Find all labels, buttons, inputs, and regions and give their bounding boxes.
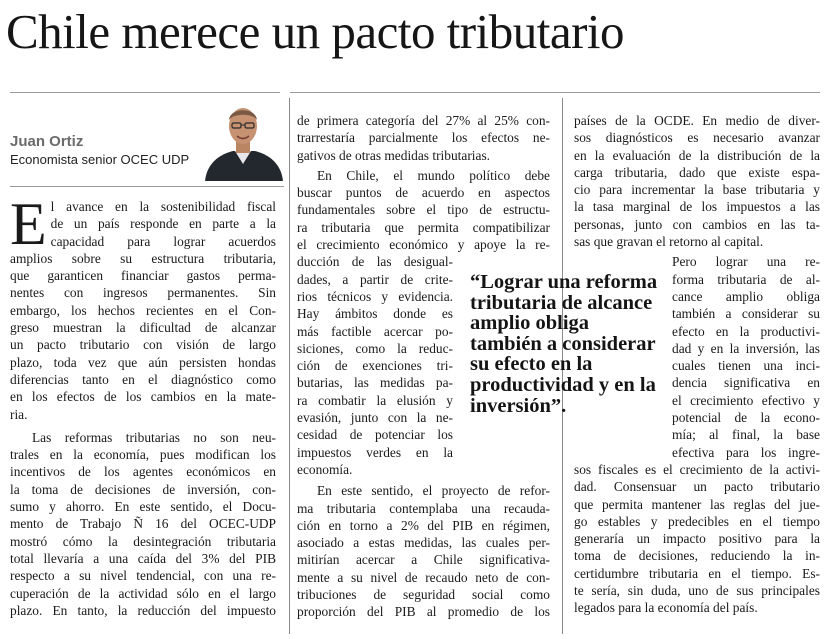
text-line: legados para la economía del país. [574,600,758,616]
headline-rule-left [10,92,280,93]
text-line: de primera categoría del 27% al 25% con- [297,113,550,128]
text-line: cance amplio obliga [672,288,820,304]
text-line: Pero lograr una re- [672,254,820,270]
text-line: de un país responde en parte a la [50,216,276,232]
text-line: efecto en la productivi- [672,323,820,339]
text-line: impuestos verdes en la [297,444,453,460]
text-line: embargo, los hechos recientes en el Con- [10,302,276,318]
text-line: la tasa marginal de los impuestos a las [574,199,820,215]
text-line: un pacto tributario con visión de largo [10,337,276,353]
text-line: más factible acercar po- [297,323,453,339]
text-line: incentivos de los agentes económicos en [10,464,276,480]
paragraph-5 [297,482,550,620]
paragraph-1 [10,191,276,423]
text-line: butarias, las medidas pa- [297,375,453,391]
text-line: en los efectos de los cambios en la mate- [10,389,276,405]
paragraph-2 [10,429,276,619]
text-line: dad y en la inversión, las [672,340,820,356]
author-rule [10,186,284,187]
text-line: ria. [10,406,28,422]
text-line: toma de decisiones, reduciendo la in- [574,548,820,564]
text-line: sas que gravan el retorno al capital. [574,234,764,250]
text-line: forma tributaria de al- [672,271,820,287]
column-3 [574,112,820,617]
author-name: Juan Ortiz [10,133,84,150]
text-line: sumo y ahorro. En este sentido, el Docu- [10,499,276,515]
column-1 [10,191,276,619]
text-line: rios técnicos y evidencia. [297,288,453,304]
text-line: cio para incrementar la base tributaria y [574,182,820,198]
text-line: dades, a partir de crite- [297,271,453,287]
text-line: Hay ámbitos donde es [297,306,453,322]
text-line: fundamentales sobre el tipo de estructu- [297,202,550,218]
text-line: proporción del PIB al promedio de los [297,604,550,620]
text-line: que garanticen financiar gastos perma- [10,268,276,284]
text-line: diferencias tanto en el diagnóstico como [10,371,276,387]
pull-quote: “Lograr una reforma tributaria de alcance amplio obliga también a considerar su efecto en la productividad y en la inversión”. [470,271,658,417]
text-line: sos diagnósticos es necesario avanzar [574,130,820,146]
text-line: efectiva para los ingre- [672,444,820,460]
text-line: la toma de decisiones de inversión, con- [10,481,276,497]
text-line: ción en torno a 2% del PIB en régimen, [297,517,550,533]
text-line: plazo, toda vez que aún persisten hondas [10,354,276,370]
text-line: ducción de las desigual- [297,254,453,270]
text-line: siciones, como la reduc- [297,340,453,356]
text-line: tribuciones de seguridad social como [297,587,550,603]
text-line: buscar puntos de acuerdo en aspectos [297,185,550,201]
text-line: trales en la economía, pues modifican los [10,447,276,463]
text-line: mitirían acercar a Chile significativa- [297,552,550,568]
text-line: cesidad de potenciar los [297,427,453,443]
paragraph-3 [297,112,550,164]
text-line: trarrestaría parcialmente los efectos ne- [297,130,550,146]
text-line: plazo. En tanto, la reducción del impuesto [10,602,276,618]
text-line: capacidad para lograr acuerdos [50,233,276,249]
text-line: En Chile, el mundo político debe [317,167,550,183]
text-line: en la evaluación de la distribución de la [574,147,820,163]
text-line: go estables y predecibles en el tiempo [574,513,820,529]
text-line: personas, junto con cambios en las ta- [574,216,820,232]
text-line: certidumbre tributaria en el tiempo. Es- [574,565,820,581]
text-line: mía; al final, la base [672,427,820,443]
text-line: dad. Consensuar un pacto tributario [574,479,820,495]
text-line: nentes con ingresos permanentes. Sin [10,285,276,301]
text-line: evasión, junto con la ne- [297,410,453,426]
text-line: En este sentido, el proyecto de refor- [317,483,550,499]
text-line: también a considerar su [672,306,820,322]
text-line: l avance en la sostenibilidad fiscal [50,199,276,214]
drop-cap: E [10,191,47,257]
text-line: ra combatir la elusión y [297,392,453,408]
text-line: ción de exenciones tri- [297,358,453,374]
text-line: el crecimiento económico y apoye la re- [297,237,550,253]
paragraph-7 [574,253,820,616]
text-line: amplios sobre su estructura tributaria, [10,250,276,266]
text-line: dencia significativa en [672,375,820,391]
text-line: cuperación de la actividad sólo en el largo [10,585,276,601]
text-line: economía. [297,461,353,477]
text-line: generaría un impacto positivo para la [574,531,820,547]
text-line: asociado a estas medidas, las cuales per- [297,535,550,551]
text-line: te sería, sin duda, uno de sus principales [574,583,820,599]
text-line: greso muestran la dificultad de alcanzar [10,320,276,336]
text-line: ma tributaria contemplaba una recauda- [297,500,550,516]
text-line: mostró cómo la desintegración tributaria [10,533,276,549]
text-line: potencial de la econo- [672,410,820,426]
headline-rule-right [290,92,820,93]
article-headline: Chile merece un pacto tributario [6,4,625,59]
text-line: cuales tienen una inci- [672,358,820,374]
text-line: carga tributaria, dado que existe espa- [574,164,820,180]
text-line: mente a su nivel de recaudo neto de con- [297,569,550,585]
paragraph-6 [574,112,820,250]
text-line: mento de Trabajo Ñ 16 del OCEC-UDP [10,516,276,532]
text-line: respecto a su nivel tendencial, con una re- [10,568,276,584]
text-line: que permita mantener las reglas del jue- [574,496,820,512]
author-photo [203,96,284,181]
text-line: Las reformas tributarias no son neu- [32,429,276,445]
text-line: países de la OCDE. En medio de diver- [574,113,820,128]
text-line: gativos de otras medidas tributarias. [297,147,491,163]
text-line: el crecimiento efectivo y [672,392,820,408]
text-line: total llevaría a una caída del 3% del PIB [10,550,276,566]
text-line: ra tributaria que permita compatibilizar [297,219,550,235]
text-line: sos fiscales es el crecimiento de la activi- [574,461,820,477]
column-divider-1 [289,98,290,634]
author-title: Economista senior OCEC UDP [10,152,190,167]
